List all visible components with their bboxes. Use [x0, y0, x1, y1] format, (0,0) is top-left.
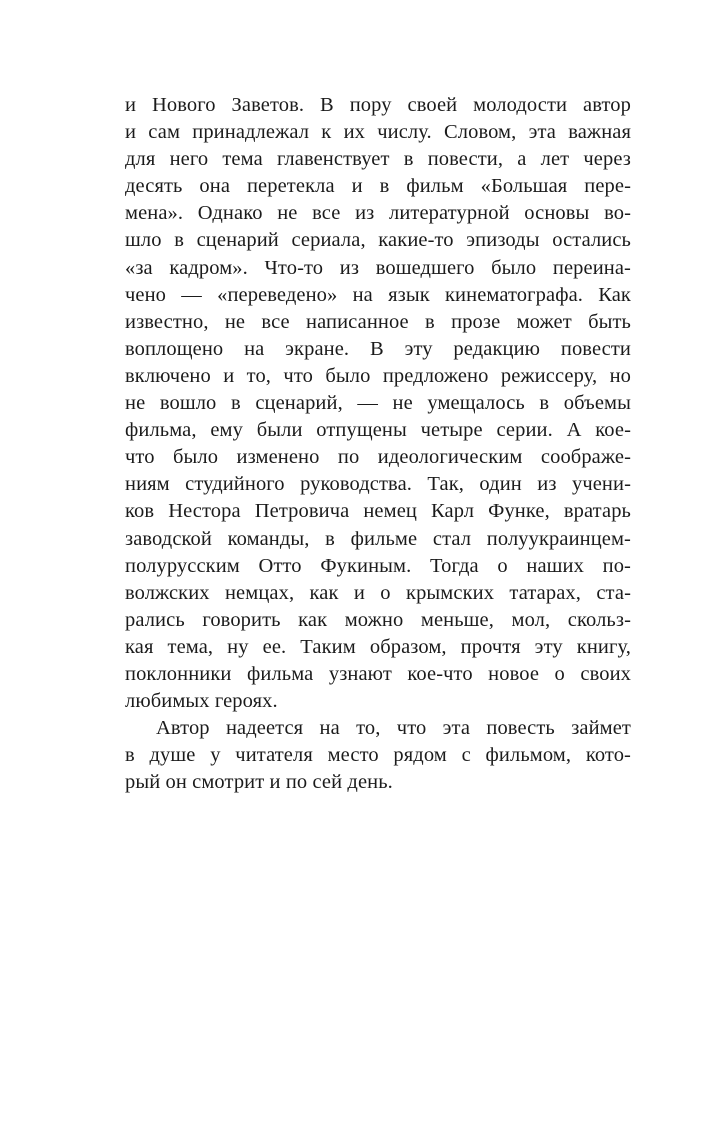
text-line: чено — «переведено» на язык кинематографа. Как	[125, 283, 631, 306]
text-line: заводской команды, в фильме стал полуукраинцем-	[125, 527, 631, 550]
text-line: мена». Однако не все из литературной основы во-	[125, 202, 631, 225]
text-line: рались говорить как можно меньше, мол, скольз-	[125, 608, 631, 631]
text-line: шло в сценарий сериала, какие-то эпизоды остались	[125, 229, 631, 252]
text-line: ков Нестора Петровича немец Карл Функе, вратарь	[125, 500, 631, 523]
text-line: «за кадром». Что-то из вошедшего было переина-	[125, 256, 631, 279]
text-line: любимых героях.	[125, 690, 278, 713]
text-line: поклонники фильма узнают кое-что новое о своих	[125, 662, 631, 685]
text-line: полурусским Отто Фукиным. Тогда о наших по-	[125, 554, 631, 577]
text-line: ниям студийного руководства. Так, один из учени-	[125, 473, 631, 496]
text-line: известно, не все написанное в прозе может быть	[125, 310, 631, 333]
text-line: кая тема, ну ее. Таким образом, прочтя эту книгу,	[125, 635, 631, 658]
text-line: фильма, ему были отпущены четыре серии. А кое-	[125, 419, 631, 442]
text-line: волжских немцах, как и о крымских татарах, ста-	[125, 581, 631, 604]
text-block	[125, 92, 631, 796]
text-line: для него тема главенствует в повести, а лет через	[125, 148, 631, 171]
text-line: Автор надеется на то, что эта повесть займет	[156, 717, 631, 740]
text-line: и сам принадлежал к их числу. Словом, эта важная	[125, 121, 631, 144]
text-line: в душе у читателя место рядом с фильмом, кото-	[125, 744, 631, 767]
text-line: и Нового Заветов. В пору своей молодости автор	[125, 94, 631, 116]
text-line: десять она перетекла и в фильм «Большая пере-	[125, 175, 631, 198]
text-line: что было изменено по идеологическим соображе-	[125, 446, 631, 469]
text-line: не вошло в сценарий, — не умещалось в объемы	[125, 392, 631, 415]
text-line: воплощено на экране. В эту редакцию повести	[125, 337, 631, 360]
text-line: включено и то, что было предложено режиссеру, но	[125, 364, 631, 387]
text-line: рый он смотрит и по сей день.	[125, 771, 393, 794]
